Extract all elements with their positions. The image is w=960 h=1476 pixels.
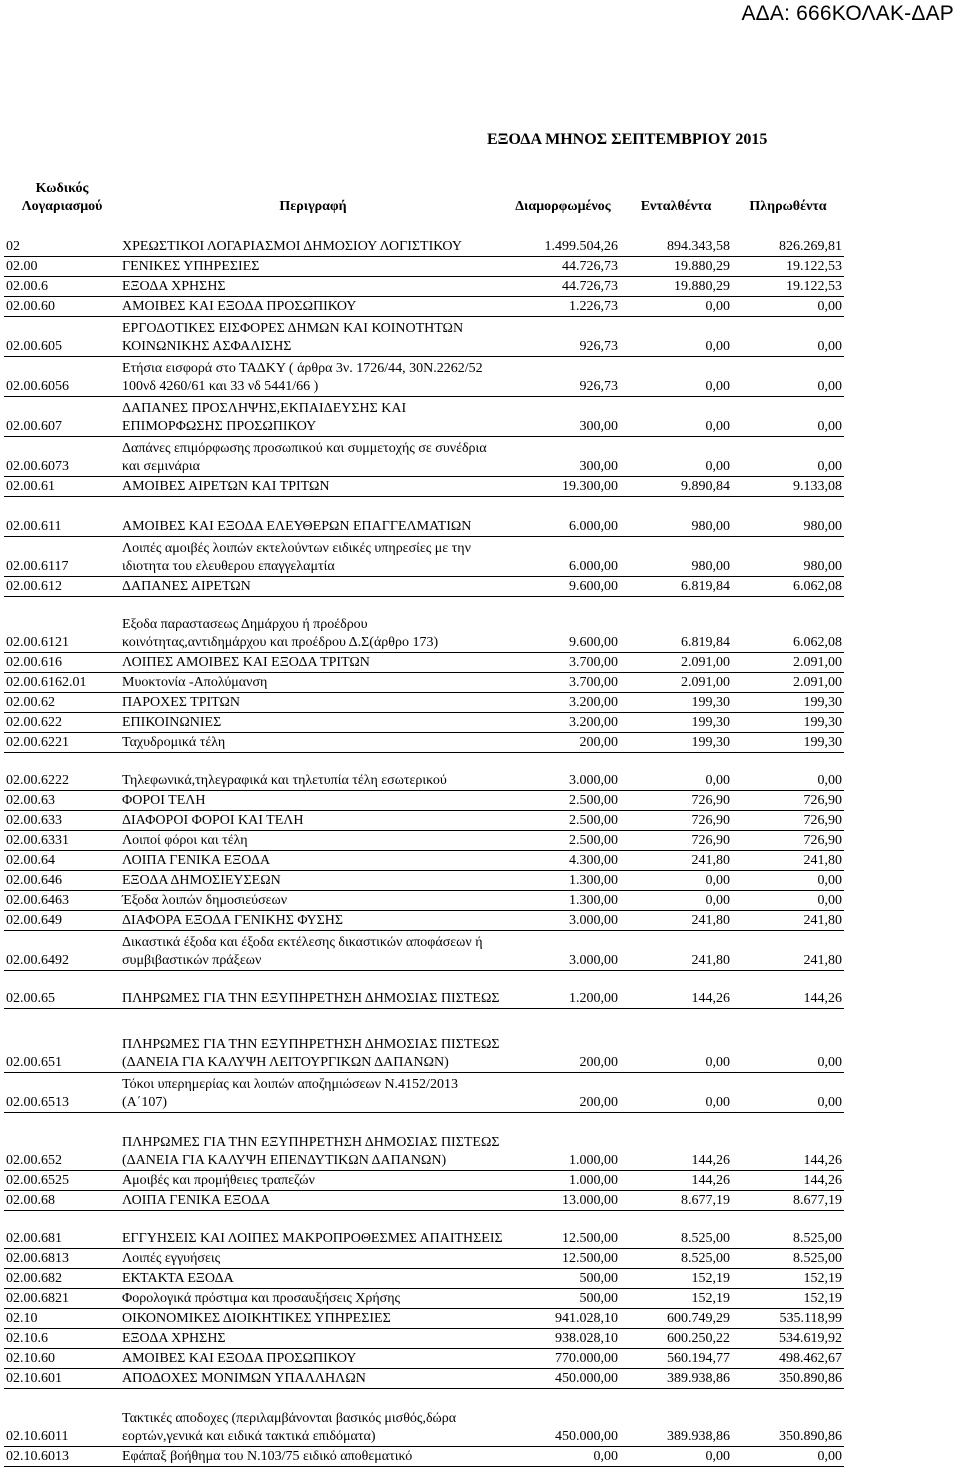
cell-budget: 3.000,00	[506, 752, 620, 790]
table-row	[4, 276, 844, 296]
cell-description: ΑΜΟΙΒΕΣ ΚΑΙ ΕΞΟΔΑ ΠΡΟΣΩΠΙΚΟΥ	[120, 1348, 506, 1368]
table-row	[4, 910, 844, 930]
table-row	[4, 476, 844, 496]
cell-code: 02.00.612	[4, 576, 120, 596]
cell-paid: 9.133,08	[732, 476, 844, 496]
cell-committed: 0,00	[620, 752, 732, 790]
cell-description: Λοιπές αμοιβές λοιπών εκτελούντων ειδικές υπηρεσίες με την ιδιοτητα του ελευθερου επαγγελαμτία	[120, 536, 506, 576]
cell-code: 02.00.6121	[4, 596, 120, 652]
cell-committed: 199,30	[620, 732, 732, 752]
cell-code: 02.10.6	[4, 1328, 120, 1348]
cell-code: 02.10.60	[4, 1348, 120, 1368]
cell-budget: 500,00	[506, 1268, 620, 1288]
cell-code: 02.00.60	[4, 296, 120, 316]
table-row	[4, 970, 844, 1008]
table-row	[4, 576, 844, 596]
cell-description: Αμοιβές και προμήθειες τραπεζών	[120, 1170, 506, 1190]
cell-paid: 0,00	[732, 870, 844, 890]
cell-committed: 0,00	[620, 890, 732, 910]
cell-paid: 535.118,99	[732, 1308, 844, 1328]
table-row	[4, 1072, 844, 1112]
cell-committed: 600.749,29	[620, 1308, 732, 1328]
cell-description: ΕΠΙΚΟΙΝΩΝΙΕΣ	[120, 712, 506, 732]
cell-budget: 1.200,00	[506, 970, 620, 1008]
cell-code: 02.00.6463	[4, 890, 120, 910]
cell-budget: 3.000,00	[506, 910, 620, 930]
cell-code: 02.00.6056	[4, 356, 120, 396]
cell-code: 02.00.649	[4, 910, 120, 930]
cell-budget: 926,73	[506, 356, 620, 396]
cell-committed: 0,00	[620, 356, 732, 396]
cell-paid: 144,26	[732, 970, 844, 1008]
table-row	[4, 1248, 844, 1268]
cell-paid: 2.091,00	[732, 652, 844, 672]
table-row	[4, 1190, 844, 1210]
cell-code: 02.10.6011	[4, 1388, 120, 1446]
cell-description: Τακτικές αποδοχες (περιλαμβάνονται βασικός μισθός,δώρα εορτών,γενικά και ειδικά τακτικά επιδόματα)	[120, 1388, 506, 1446]
cell-paid: 498.462,67	[732, 1348, 844, 1368]
cell-code: 02.10	[4, 1308, 120, 1328]
cell-code: 02.00.6513	[4, 1072, 120, 1112]
cell-committed: 2.091,00	[620, 672, 732, 692]
cell-paid: 8.525,00	[732, 1210, 844, 1248]
cell-budget: 2.500,00	[506, 790, 620, 810]
cell-code: 02.00.622	[4, 712, 120, 732]
cell-budget: 450.000,00	[506, 1388, 620, 1446]
cell-committed: 144,26	[620, 1170, 732, 1190]
cell-code: 02.10.6013	[4, 1446, 120, 1466]
table-body	[4, 216, 844, 1466]
cell-description: ΛΟΙΠΕΣ ΑΜΟΙΒΕΣ ΚΑΙ ΕΞΟΔΑ ΤΡΙΤΩΝ	[120, 652, 506, 672]
cell-code: 02.00.6525	[4, 1170, 120, 1190]
cell-committed: 199,30	[620, 712, 732, 732]
cell-description: ΠΛΗΡΩΜΕΣ ΓΙΑ ΤΗΝ ΕΞΥΠΗΡΕΤΗΣΗ ΔΗΜΟΣΙΑΣ ΠΙΣΤΕΩΣ (ΔΑΝΕΙΑ ΓΙΑ ΚΑΛΥΨΗ ΕΠΕΝΔΥΤΙΚΩΝ ΔΑΠΑΝΩΝ)	[120, 1112, 506, 1170]
table-row	[4, 1348, 844, 1368]
cell-budget: 1.499.504,26	[506, 216, 620, 256]
cell-paid: 144,26	[732, 1170, 844, 1190]
cell-committed: 8.677,19	[620, 1190, 732, 1210]
cell-committed: 241,80	[620, 910, 732, 930]
cell-code: 02.00.616	[4, 652, 120, 672]
cell-description: Δικαστικά έξοδα και έξοδα εκτέλεσης δικαστικών αποφάσεων ή συμβιβαστικών πράξεων	[120, 930, 506, 970]
cell-committed: 980,00	[620, 496, 732, 536]
cell-paid: 0,00	[732, 296, 844, 316]
cell-budget: 2.500,00	[506, 810, 620, 830]
cell-committed: 19.880,29	[620, 256, 732, 276]
cell-budget: 1.000,00	[506, 1112, 620, 1170]
table-header	[4, 176, 844, 216]
cell-budget: 1.300,00	[506, 890, 620, 910]
cell-code: 02.00.6073	[4, 436, 120, 476]
cell-committed: 19.880,29	[620, 276, 732, 296]
cell-paid: 980,00	[732, 536, 844, 576]
table-row	[4, 1112, 844, 1170]
cell-budget: 450.000,00	[506, 1368, 620, 1388]
cell-budget: 1.226,73	[506, 296, 620, 316]
cell-code: 02.00.63	[4, 790, 120, 810]
cell-paid: 19.122,53	[732, 256, 844, 276]
table-row	[4, 672, 844, 692]
cell-budget: 200,00	[506, 1008, 620, 1072]
cell-code: 02.00.611	[4, 496, 120, 536]
table-row	[4, 732, 844, 752]
cell-code: 02.00.65	[4, 970, 120, 1008]
cell-committed: 152,19	[620, 1268, 732, 1288]
cell-description: ΓΕΝΙΚΕΣ ΥΠΗΡΕΣΙΕΣ	[120, 256, 506, 276]
table-row	[4, 316, 844, 356]
cell-description: ΛΟΙΠΑ ΓΕΝΙΚΑ ΕΞΟΔΑ	[120, 1190, 506, 1210]
cell-committed: 6.819,84	[620, 596, 732, 652]
table-row	[4, 396, 844, 436]
cell-code: 02.00.6222	[4, 752, 120, 790]
cell-code: 02.00.6162.01	[4, 672, 120, 692]
table-row	[4, 1308, 844, 1328]
table-row	[4, 1368, 844, 1388]
cell-paid: 6.062,08	[732, 576, 844, 596]
cell-committed: 144,26	[620, 1112, 732, 1170]
cell-paid: 152,19	[732, 1268, 844, 1288]
cell-committed: 144,26	[620, 970, 732, 1008]
cell-description: Έξοδα λοιπών δημοσιεύσεων	[120, 890, 506, 910]
table-row	[4, 1328, 844, 1348]
col-header-code: Κωδικός Λογαριασμού	[21, 181, 103, 214]
cell-paid: 0,00	[732, 436, 844, 476]
cell-paid: 0,00	[732, 1446, 844, 1466]
cell-description: Τόκοι υπερημερίας και λοιπών αποζημιώσεων Ν.4152/2013 (Α΄107)	[120, 1072, 506, 1112]
table-row	[4, 810, 844, 830]
cell-description: Φορολογικά πρόστιμα και προσαυξήσεις Χρήσης	[120, 1288, 506, 1308]
cell-committed: 9.890,84	[620, 476, 732, 496]
cell-code: 02.00.652	[4, 1112, 120, 1170]
cell-description: ΑΜΟΙΒΕΣ ΚΑΙ ΕΞΟΔΑ ΠΡΟΣΩΠΙΚΟΥ	[120, 296, 506, 316]
table-row	[4, 216, 844, 256]
cell-committed: 0,00	[620, 1446, 732, 1466]
cell-description: Εξοδα παραστασεως Δημάρχου ή προέδρου κοινότητας,αντιδημάρχου και προέδρου Δ.Σ(άρθρο 173)	[120, 596, 506, 652]
cell-budget: 44.726,73	[506, 256, 620, 276]
cell-paid: 19.122,53	[732, 276, 844, 296]
cell-committed: 2.091,00	[620, 652, 732, 672]
cell-paid: 534.619,92	[732, 1328, 844, 1348]
table-row	[4, 1388, 844, 1446]
cell-paid: 726,90	[732, 790, 844, 810]
cell-committed: 0,00	[620, 296, 732, 316]
cell-description: ΕΞΟΔΑ ΔΗΜΟΣΙΕΥΣΕΩΝ	[120, 870, 506, 890]
cell-code: 02.00.64	[4, 850, 120, 870]
table-row	[4, 870, 844, 890]
cell-budget: 938.028,10	[506, 1328, 620, 1348]
cell-paid: 0,00	[732, 1072, 844, 1112]
col-header-description: Περιγραφή	[279, 199, 347, 214]
cell-code: 02	[4, 216, 120, 256]
cell-paid: 144,26	[732, 1112, 844, 1170]
cell-description: ΛΟΙΠΑ ΓΕΝΙΚΑ ΕΞΟΔΑ	[120, 850, 506, 870]
table-row	[4, 356, 844, 396]
cell-budget: 1.000,00	[506, 1170, 620, 1190]
cell-budget: 6.000,00	[506, 536, 620, 576]
cell-budget: 9.600,00	[506, 596, 620, 652]
table-row	[4, 536, 844, 576]
cell-committed: 0,00	[620, 316, 732, 356]
cell-description: Λοιποί φόροι και τέλη	[120, 830, 506, 850]
cell-paid: 726,90	[732, 810, 844, 830]
cell-description: ΕΓΓΥΗΣΕΙΣ ΚΑΙ ΛΟΙΠΕΣ ΜΑΚΡΟΠΡΟΘΕΣΜΕΣ ΑΠΑΙΤΗΣΕΙΣ	[120, 1210, 506, 1248]
cell-budget: 6.000,00	[506, 496, 620, 536]
cell-paid: 2.091,00	[732, 672, 844, 692]
cell-budget: 2.500,00	[506, 830, 620, 850]
cell-code: 02.00.682	[4, 1268, 120, 1288]
cell-committed: 0,00	[620, 1008, 732, 1072]
cell-description: ΠΛΗΡΩΜΕΣ ΓΙΑ ΤΗΝ ΕΞΥΠΗΡΕΤΗΣΗ ΔΗΜΟΣΙΑΣ ΠΙΣΤΕΩΣ (ΔΑΝΕΙΑ ΓΙΑ ΚΑΛΥΨΗ ΛΕΙΤΟΥΡΓΙΚΩΝ ΔΑΠΑΝΩΝ)	[120, 1008, 506, 1072]
table-row	[4, 496, 844, 536]
cell-budget: 19.300,00	[506, 476, 620, 496]
cell-committed: 894.343,58	[620, 216, 732, 256]
cell-paid: 199,30	[732, 692, 844, 712]
cell-description: ΑΠΟΔΟΧΕΣ ΜΟΝΙΜΩΝ ΥΠΑΛΛΗΛΩΝ	[120, 1368, 506, 1388]
cell-paid: 199,30	[732, 712, 844, 732]
cell-committed: 0,00	[620, 436, 732, 476]
page-title: ΕΞΟΔΑ ΜΗΝΟΣ ΣΕΠΤΕΜΒΡΙΟΥ 2015	[487, 131, 768, 148]
table-row	[4, 712, 844, 732]
table-row	[4, 692, 844, 712]
cell-description: ΕΡΓΟΔΟΤΙΚΕΣ ΕΙΣΦΟΡΕΣ ΔΗΜΩΝ ΚΑΙ ΚΟΙΝΟΤΗΤΩΝ ΚΟΙΝΩΝΙΚΗΣ ΑΣΦΑΛΙΣΗΣ	[120, 316, 506, 356]
cell-committed: 389.938,86	[620, 1368, 732, 1388]
cell-budget: 300,00	[506, 436, 620, 476]
cell-budget: 4.300,00	[506, 850, 620, 870]
cell-code: 02.00.61	[4, 476, 120, 496]
col-header-committed: Ενταλθέντα	[640, 199, 712, 214]
cell-code: 02.00.6221	[4, 732, 120, 752]
table-row	[4, 596, 844, 652]
cell-paid: 241,80	[732, 850, 844, 870]
table-row	[4, 436, 844, 476]
cell-budget: 941.028,10	[506, 1308, 620, 1328]
table-row	[4, 890, 844, 910]
cell-budget: 770.000,00	[506, 1348, 620, 1368]
cell-paid: 0,00	[732, 356, 844, 396]
cell-budget: 3.000,00	[506, 930, 620, 970]
cell-description: ΕΞΟΔΑ ΧΡΗΣΗΣ	[120, 1328, 506, 1348]
cell-committed: 980,00	[620, 536, 732, 576]
cell-paid: 199,30	[732, 732, 844, 752]
table-row	[4, 256, 844, 276]
cell-budget: 13.000,00	[506, 1190, 620, 1210]
table-row	[4, 1170, 844, 1190]
cell-description: Εφάπαξ βοήθημα του Ν.103/75 ειδικό αποθεματικό	[120, 1446, 506, 1466]
cell-code: 02.00.605	[4, 316, 120, 356]
cell-description: Ετήσια εισφορά στο ΤΑΔΚΥ ( άρθρα 3ν. 1726/44, 30Ν.2262/52 100νδ 4260/61 και 33 νδ 5441/66 )	[120, 356, 506, 396]
cell-paid: 0,00	[732, 396, 844, 436]
cell-description: Δαπάνες επιμόρφωσης προσωπικού και συμμετοχής σε συνέδρια και σεμινάρια	[120, 436, 506, 476]
cell-committed: 8.525,00	[620, 1210, 732, 1248]
cell-description: ΕΚΤΑΚΤΑ ΕΞΟΔΑ	[120, 1268, 506, 1288]
cell-paid: 350.890,86	[732, 1368, 844, 1388]
cell-committed: 0,00	[620, 870, 732, 890]
cell-budget: 200,00	[506, 732, 620, 752]
table-row	[4, 652, 844, 672]
cell-code: 02.00.6492	[4, 930, 120, 970]
cell-budget: 3.200,00	[506, 692, 620, 712]
cell-paid: 6.062,08	[732, 596, 844, 652]
table-row	[4, 830, 844, 850]
cell-committed: 241,80	[620, 930, 732, 970]
cell-paid: 0,00	[732, 752, 844, 790]
cell-description: ΦΟΡΟΙ ΤΕΛΗ	[120, 790, 506, 810]
cell-paid: 152,19	[732, 1288, 844, 1308]
cell-description: Λοιπές εγγυήσεις	[120, 1248, 506, 1268]
cell-budget: 200,00	[506, 1072, 620, 1112]
cell-code: 02.00.633	[4, 810, 120, 830]
col-header-budget: Διαμορφωμένος	[515, 199, 611, 214]
cell-description: ΕΞΟΔΑ ΧΡΗΣΗΣ	[120, 276, 506, 296]
cell-budget: 500,00	[506, 1288, 620, 1308]
cell-paid: 726,90	[732, 830, 844, 850]
cell-description: ΟΙΚΟΝΟΜΙΚΕΣ ΔΙΟΙΚΗΤΙΚΕΣ ΥΠΗΡΕΣΙΕΣ	[120, 1308, 506, 1328]
cell-code: 02.00.6331	[4, 830, 120, 850]
table-row	[4, 296, 844, 316]
cell-budget: 0,00	[506, 1446, 620, 1466]
cell-committed: 389.938,86	[620, 1388, 732, 1446]
cell-description: ΔΑΠΑΝΕΣ ΑΙΡΕΤΩΝ	[120, 576, 506, 596]
cell-paid: 241,80	[732, 930, 844, 970]
cell-code: 02.00.68	[4, 1190, 120, 1210]
cell-committed: 600.250,22	[620, 1328, 732, 1348]
cell-code: 02.00.6813	[4, 1248, 120, 1268]
cell-committed: 726,90	[620, 790, 732, 810]
table-row	[4, 790, 844, 810]
cell-committed: 8.525,00	[620, 1248, 732, 1268]
cell-paid: 826.269,81	[732, 216, 844, 256]
cell-budget: 12.500,00	[506, 1210, 620, 1248]
ada-code: ΑΔΑ: 666ΚΟΛΑΚ-ΔΑΡ	[741, 2, 954, 25]
cell-code: 02.00.6117	[4, 536, 120, 576]
cell-committed: 726,90	[620, 810, 732, 830]
cell-committed: 241,80	[620, 850, 732, 870]
cell-budget: 3.200,00	[506, 712, 620, 732]
cell-paid: 8.677,19	[732, 1190, 844, 1210]
cell-description: ΠΑΡΟΧΕΣ ΤΡΙΤΩΝ	[120, 692, 506, 712]
expenses-table	[4, 176, 844, 1467]
table-row	[4, 1210, 844, 1248]
cell-description: ΠΛΗΡΩΜΕΣ ΓΙΑ ΤΗΝ ΕΞΥΠΗΡΕΤΗΣΗ ΔΗΜΟΣΙΑΣ ΠΙΣΤΕΩΣ	[120, 970, 506, 1008]
col-header-paid: Πληρωθέντα	[749, 199, 827, 214]
cell-code: 02.00.6	[4, 276, 120, 296]
cell-code: 02.00.62	[4, 692, 120, 712]
cell-code: 02.10.601	[4, 1368, 120, 1388]
table-row	[4, 930, 844, 970]
cell-committed: 560.194,77	[620, 1348, 732, 1368]
cell-budget: 9.600,00	[506, 576, 620, 596]
cell-budget: 44.726,73	[506, 276, 620, 296]
table-row	[4, 1268, 844, 1288]
cell-budget: 3.700,00	[506, 672, 620, 692]
cell-description: Ταχυδρομικά τέλη	[120, 732, 506, 752]
cell-committed: 199,30	[620, 692, 732, 712]
cell-budget: 1.300,00	[506, 870, 620, 890]
cell-description: ΑΜΟΙΒΕΣ ΑΙΡΕΤΩΝ ΚΑΙ ΤΡΙΤΩΝ	[120, 476, 506, 496]
cell-budget: 12.500,00	[506, 1248, 620, 1268]
cell-committed: 726,90	[620, 830, 732, 850]
cell-code: 02.00.646	[4, 870, 120, 890]
cell-description: ΔΙΑΦΟΡΟΙ ΦΟΡΟΙ ΚΑΙ ΤΕΛΗ	[120, 810, 506, 830]
cell-description: ΔΙΑΦΟΡΑ ΕΞΟΔΑ ΓΕΝΙΚΗΣ ΦΥΣΗΣ	[120, 910, 506, 930]
cell-code: 02.00.6821	[4, 1288, 120, 1308]
cell-committed: 0,00	[620, 1072, 732, 1112]
cell-description: Μυοκτονία -Απολύμανση	[120, 672, 506, 692]
table-row	[4, 1446, 844, 1466]
cell-committed: 6.819,84	[620, 576, 732, 596]
cell-paid: 241,80	[732, 910, 844, 930]
cell-paid: 980,00	[732, 496, 844, 536]
cell-budget: 3.700,00	[506, 652, 620, 672]
table-row	[4, 1008, 844, 1072]
cell-code: 02.00	[4, 256, 120, 276]
cell-paid: 8.525,00	[732, 1248, 844, 1268]
cell-committed: 0,00	[620, 396, 732, 436]
cell-code: 02.00.651	[4, 1008, 120, 1072]
cell-paid: 0,00	[732, 890, 844, 910]
cell-budget: 926,73	[506, 316, 620, 356]
table-row	[4, 752, 844, 790]
cell-description: ΧΡΕΩΣΤΙΚΟΙ ΛΟΓΑΡΙΑΣΜΟΙ ΔΗΜΟΣΙΟΥ ΛΟΓΙΣΤΙΚΟΥ	[120, 216, 506, 256]
cell-committed: 152,19	[620, 1288, 732, 1308]
cell-description: ΑΜΟΙΒΕΣ ΚΑΙ ΕΞΟΔΑ ΕΛΕΥΘΕΡΩΝ ΕΠΑΓΓΕΛΜΑΤΙΩΝ	[120, 496, 506, 536]
table-row	[4, 1288, 844, 1308]
cell-description: ΔΑΠΑΝΕΣ ΠΡΟΣΛΗΨΗΣ,ΕΚΠΑΙΔΕΥΣΗΣ ΚΑΙ ΕΠΙΜΟΡΦΩΣΗΣ ΠΡΟΣΩΠΙΚΟΥ	[120, 396, 506, 436]
cell-code: 02.00.681	[4, 1210, 120, 1248]
table-row	[4, 850, 844, 870]
cell-paid: 0,00	[732, 316, 844, 356]
cell-budget: 300,00	[506, 396, 620, 436]
cell-code: 02.00.607	[4, 396, 120, 436]
cell-paid: 350.890,86	[732, 1388, 844, 1446]
cell-description: Τηλεφωνικά,τηλεγραφικά και τηλετυπία τέλη εσωτερικού	[120, 752, 506, 790]
cell-paid: 0,00	[732, 1008, 844, 1072]
